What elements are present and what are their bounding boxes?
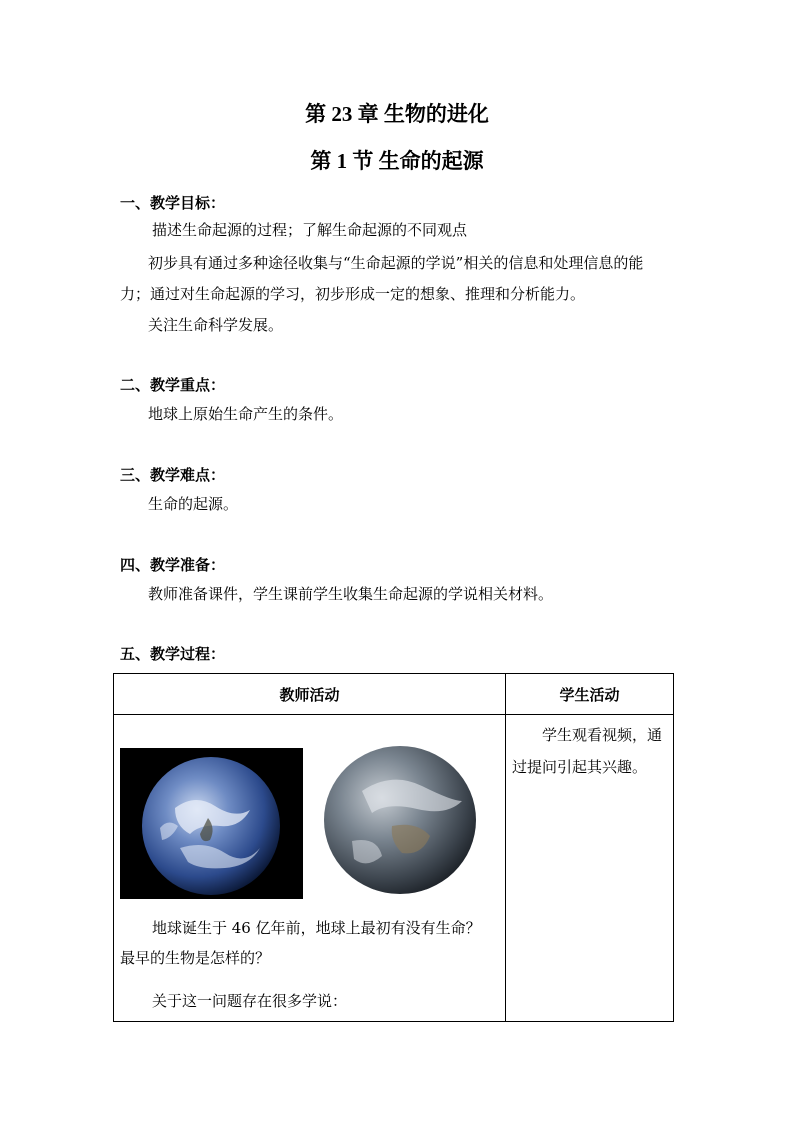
teacher-activity-cell [114,715,506,1022]
process-heading: 五、教学过程： [120,645,226,663]
table-header-row [114,674,674,715]
difficulty-text: 生命的起源。 [148,495,239,513]
earth-globe-blue-graphic [120,748,303,899]
earth-image-grey [322,741,479,898]
teacher-text-line-2: 关于这一问题存在很多学说： [152,992,348,1010]
goals-line-1: 描述生命起源的过程；了解生命起源的不同观点 [152,221,468,239]
student-text-line-b: 过提问引起其兴趣。 [512,758,648,776]
teacher-text-line-1b: 最早的生物是怎样的？ [120,949,271,967]
key-points-text: 地球上原始生命产生的条件。 [148,405,344,423]
goals-line-2a: 初步具有通过多种途径收集与“生命起源的学说”相关的信息和处理信息的能 [148,254,644,272]
goals-heading: 一、教学目标： [120,194,226,212]
preparation-heading: 四、教学准备： [120,556,226,574]
section-title: 第 1 节 生命的起源 [310,149,484,173]
student-activity-cell [506,715,674,1022]
earth-globe-grey-graphic [322,741,479,898]
preparation-text: 教师准备课件，学生课前学生收集生命起源的学说相关材料。 [148,585,554,603]
table-row [114,715,674,1022]
key-points-heading: 二、教学重点： [120,376,226,394]
goals-line-2b: 力；通过对生命起源的学习，初步形成一定的想象、推理和分析能力。 [120,285,586,303]
teacher-text-line-1a: 地球诞生于 46 亿年前，地球上最初有没有生命？ [152,919,481,937]
teaching-process-table [113,673,674,1022]
student-text-line-a: 学生观看视频，通 [542,726,663,744]
earth-image-blue [120,748,303,899]
chapter-title: 第 23 章 生物的进化 [305,102,489,126]
teacher-activity-header: 教师活动 [114,674,506,715]
student-activity-header: 学生活动 [506,674,674,715]
difficulty-heading: 三、教学难点： [120,466,226,484]
goals-line-3: 关注生命科学发展。 [148,316,284,334]
